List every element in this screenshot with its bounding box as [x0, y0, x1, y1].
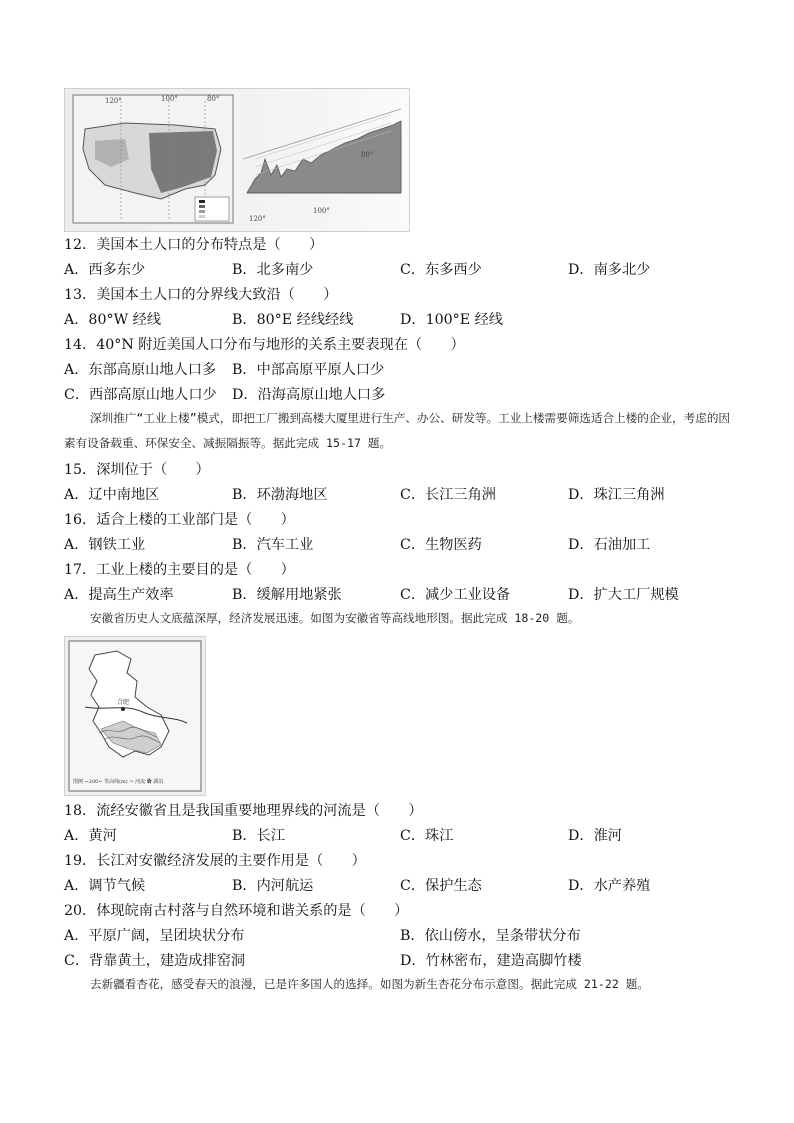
- question-16-stem: 16．适合上楼的工业部门是（ ）: [64, 512, 295, 528]
- map-legend: 图例 ~200~ 等高线(m) ⤳ 河流 ✿ 湖泊: [73, 779, 164, 785]
- question-20-option-c[interactable]: C．背靠黄土，建造成排窑洞: [64, 953, 246, 969]
- question-17-option-b[interactable]: B．缓解用地紧张: [232, 587, 342, 603]
- passage-21-22-text: 去新疆看杏花，感受春天的浪漫，已是许多国人的选择。如图为新生杏花分布示意图。据此完成 21-22 题。: [90, 977, 649, 991]
- question-14-option-a[interactable]: A．东部高原山地人口多: [64, 362, 217, 378]
- question-12-option-d[interactable]: D．南多北少: [568, 262, 651, 278]
- question-15-stem: 15．深圳位于（ ）: [64, 462, 210, 478]
- question-20-option-b[interactable]: B．依山傍水，呈条带状分布: [400, 928, 581, 944]
- question-18-option-d[interactable]: D．淮河: [568, 828, 622, 844]
- question-13-option-b[interactable]: B．80°E 经线经线: [232, 312, 354, 328]
- question-19-option-c[interactable]: C．保护生态: [400, 878, 482, 894]
- profile-label-2: 80°: [361, 151, 374, 159]
- question-14-option-d[interactable]: D．沿海高原山地人口多: [232, 387, 386, 403]
- question-15-option-c[interactable]: C．长江三角洲: [400, 487, 496, 503]
- passage-18-20-text: 安徽省历史人文底蕴深厚，经济发展迅速。如图为安徽省等高线地形图。据此完成 18-20 题。: [90, 611, 580, 625]
- anhui-contour-map: [64, 636, 206, 796]
- question-15-option-d[interactable]: D．珠江三角洲: [568, 487, 665, 503]
- question-14-option-c[interactable]: C．西部高原山地人口少: [64, 387, 217, 403]
- question-17-option-a[interactable]: A．提高生产效率: [64, 587, 174, 603]
- passage-21-22: [64, 972, 734, 997]
- map-label-2: 80°: [207, 95, 220, 103]
- question-13-option-d[interactable]: D．100°E 经线: [400, 312, 503, 328]
- profile-label-0: 120°: [249, 215, 266, 223]
- question-20-option-a[interactable]: A．平原广阔，呈团块状分布: [64, 928, 245, 944]
- question-12-stem: 12．美国本土人口的分布特点是（ ）: [64, 237, 324, 253]
- us-population-map-svg: [65, 89, 409, 231]
- profile-label-1: 100°: [313, 207, 330, 215]
- hefei-label: 合肥: [117, 699, 130, 706]
- question-19-option-a[interactable]: A．调节气候: [64, 878, 146, 894]
- passage-15-17: [64, 406, 734, 456]
- question-12-option-a[interactable]: A．西多东少: [64, 262, 146, 278]
- question-12-option-b[interactable]: B．北多南少: [232, 262, 314, 278]
- map-label-0: 120°: [105, 97, 122, 105]
- question-18-option-b[interactable]: B．长江: [232, 828, 285, 844]
- anhui-map-svg: [65, 637, 205, 795]
- question-20-stem: 20．体现皖南古村落与自然环境和谐关系的是（ ）: [64, 903, 409, 919]
- question-16-option-a[interactable]: A．钢铁工业: [64, 537, 146, 553]
- question-19-stem: 19．长江对安徽经济发展的主要作用是（ ）: [64, 853, 366, 869]
- question-18-stem: 18．流经安徽省且是我国重要地理界线的河流是（ ）: [64, 803, 423, 819]
- question-17-stem: 17．工业上楼的主要目的是（ ）: [64, 562, 295, 578]
- question-16-option-d[interactable]: D．石油加工: [568, 537, 651, 553]
- question-12-option-c[interactable]: C．东多西少: [400, 262, 482, 278]
- question-17-option-c[interactable]: C．减少工业设备: [400, 587, 511, 603]
- passage-15-17-text: 深圳推广“工业上楼”模式，即把工厂搬到高楼大厦里进行生产、办公、研发等。工业上楼需要筛选适合上楼的企业，考虑的因素有设备载重、环保安全、减振隔振等。据此完成 15-17 题。: [64, 411, 731, 450]
- question-19-option-b[interactable]: B．内河航运: [232, 878, 314, 894]
- question-16-option-c[interactable]: C．生物医药: [400, 537, 482, 553]
- question-14-stem: 14．40°N 附近美国人口分布与地形的关系主要表现在（ ）: [64, 337, 465, 353]
- map-label-1: 100°: [161, 95, 178, 103]
- question-13-option-a[interactable]: A．80°W 经线: [64, 312, 162, 328]
- question-16-option-b[interactable]: B．汽车工业: [232, 537, 314, 553]
- question-20-option-d[interactable]: D．竹林密布，建造高脚竹楼: [400, 953, 582, 969]
- question-15-option-b[interactable]: B．环渤海地区: [232, 487, 328, 503]
- question-18-option-a[interactable]: A．黄河: [64, 828, 117, 844]
- us-population-figure: [64, 88, 410, 232]
- question-15-option-a[interactable]: A．辽中南地区: [64, 487, 160, 503]
- passage-18-20: [64, 606, 734, 631]
- question-14-option-b[interactable]: B．中部高原平原人口少: [232, 362, 385, 378]
- question-19-option-d[interactable]: D．水产养殖: [568, 878, 651, 894]
- question-17-option-d[interactable]: D．扩大工厂规模: [568, 587, 679, 603]
- question-13-stem: 13．美国本土人口的分界线大致沿（ ）: [64, 287, 338, 303]
- question-18-option-c[interactable]: C．珠江: [400, 828, 454, 844]
